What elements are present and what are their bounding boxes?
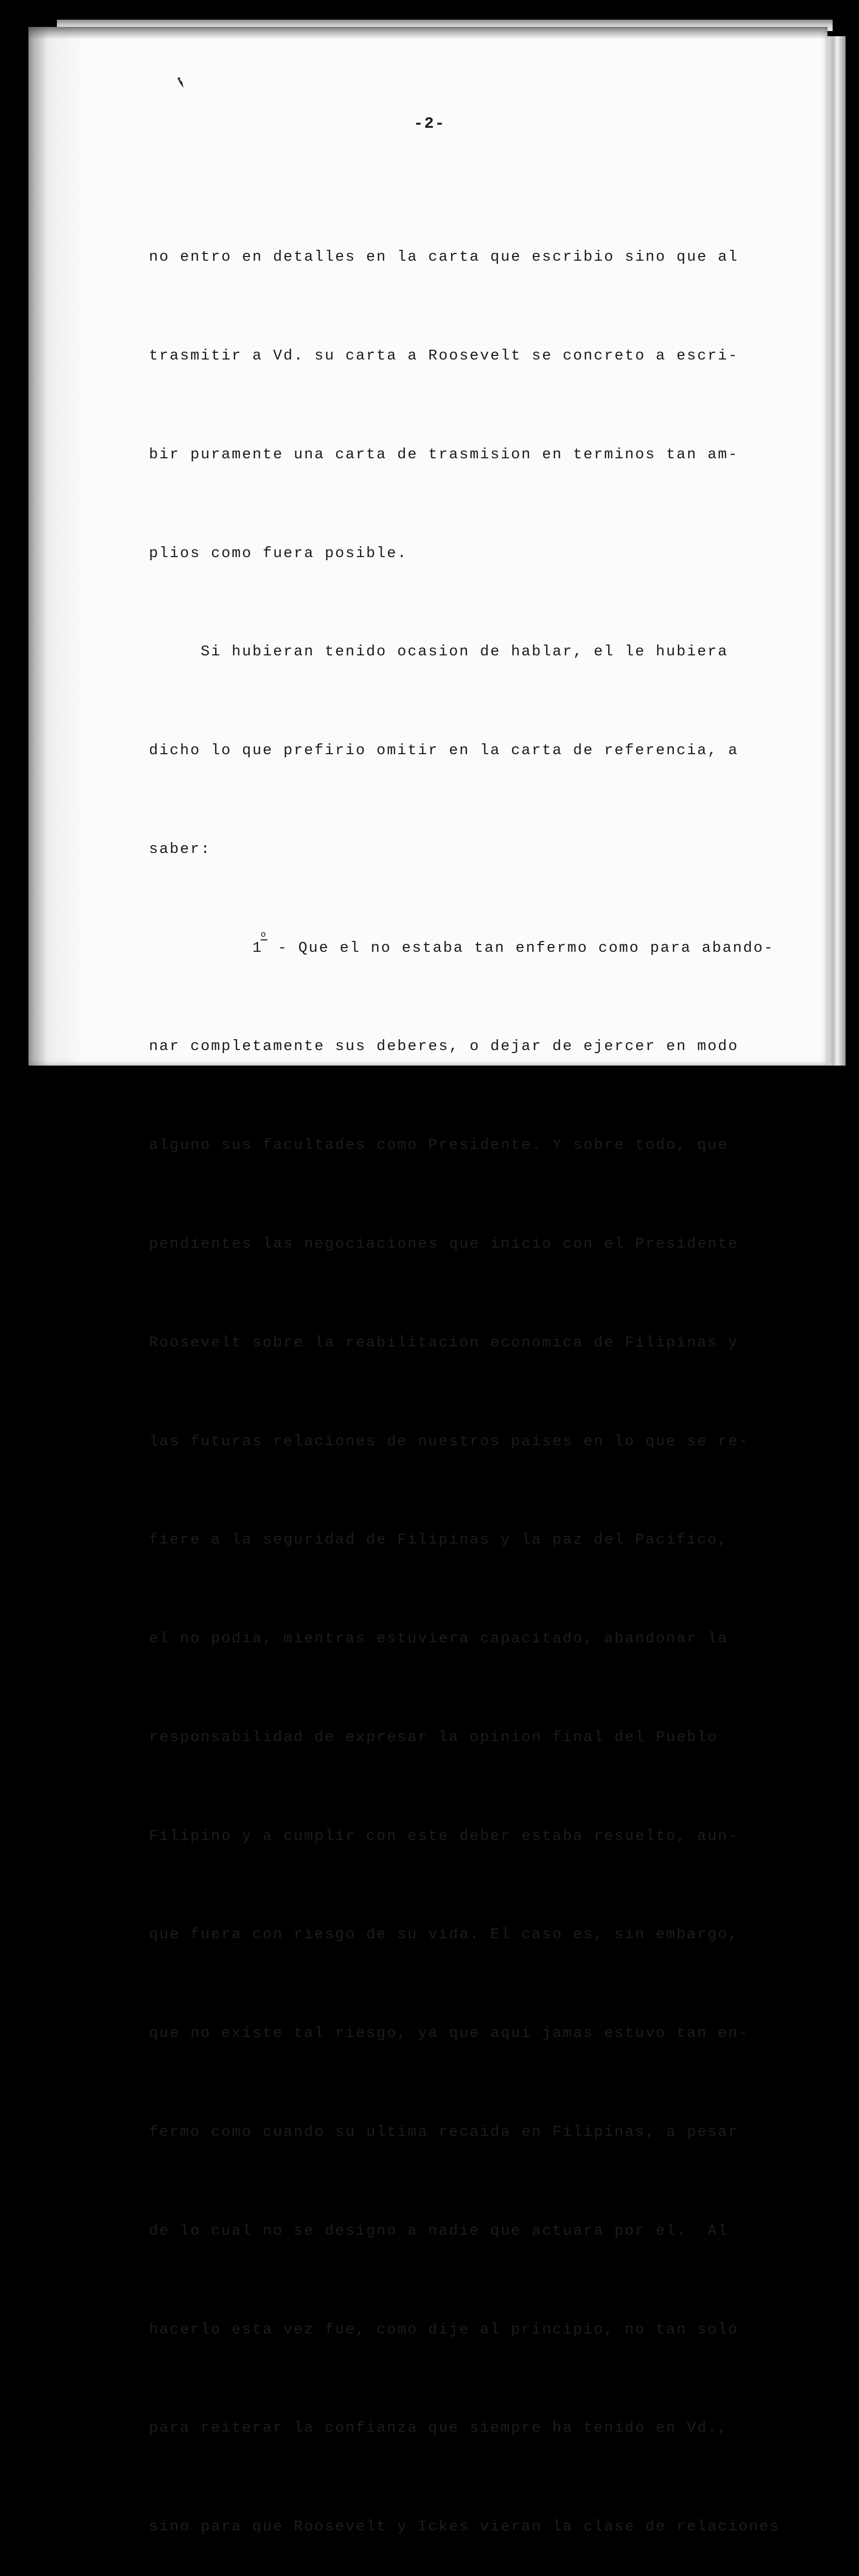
text-line: plios como fuera posible. bbox=[149, 544, 408, 562]
text-line: para reiterar la confianza que siempre ha tenido en Vd., bbox=[149, 2419, 729, 2437]
text-line: el no podia, mientras estuviera capacitado, abandonar la bbox=[149, 1630, 729, 1648]
page-left-shadow bbox=[28, 27, 85, 1066]
ink-smudge-mark bbox=[176, 77, 189, 90]
page-number: -2- bbox=[413, 115, 446, 133]
text-line: sino para que Roosevelt y Ickes vieran la clase de relaciones bbox=[149, 2518, 780, 2536]
text-line: trasmitir a Vd. su carta a Roosevelt se concreto a escri- bbox=[149, 347, 739, 364]
text-line: de lo cual no se designo a nadie que actuara por el. Al bbox=[149, 2222, 729, 2239]
text-line: Si hubieran tenido ocasion de hablar, el le hubiera bbox=[149, 643, 729, 661]
text-line: pendientes las negociaciones que inicio con el Presidente bbox=[149, 1235, 739, 1252]
text-line: responsabilidad de expresar la opinion final del Pueblo bbox=[149, 1728, 718, 1746]
text-line: hacerlo esta vez fue, como dije al principio, no tan solo bbox=[149, 2320, 739, 2338]
text-line: bir puramente una carta de trasmision en terminos tan am- bbox=[149, 445, 739, 463]
text-line: saber: bbox=[149, 840, 212, 858]
numbered-item-first-line bbox=[149, 930, 774, 965]
text-line: nar completamente sus deberes, o dejar de ejercer en modo bbox=[149, 1038, 739, 1055]
text-line: las futuras relaciones de nuestros paises en lo que se re- bbox=[149, 1432, 749, 1450]
page-top-shadow bbox=[28, 27, 827, 39]
item-first-line-text: - Que el no estaba tan enfermo como para abando- bbox=[267, 939, 774, 956]
text-line: no entro en detalles en la carta que escribio sino que al bbox=[149, 248, 739, 266]
under-sheet-right-edge bbox=[825, 36, 846, 1066]
text-line: dicho lo que prefirio omitir en la carta de referencia, a bbox=[149, 742, 739, 759]
text-line: Roosevelt sobre la reabilitacion economica de Filipinas y bbox=[149, 1334, 739, 1351]
text-line: Filipino y a cumplir con este deber estaba resuelto, aun- bbox=[149, 1827, 739, 1845]
text-line: alguno sus facultades como Presidente. Y sobre todo, que bbox=[149, 1136, 729, 1154]
text-line: que fuera con riesgo de su vida. El caso es, sin embargo, bbox=[149, 1926, 739, 1943]
text-line: que no existe tal riesgo, ya que aqui jamas estuvo tan en- bbox=[149, 2025, 749, 2042]
text-line: fiere a la seguridad de Filipinas y la paz del Pacifico, bbox=[149, 1531, 729, 1549]
item-marker-superscript: o bbox=[261, 930, 267, 940]
item-marker: 1 bbox=[252, 939, 263, 956]
text-line: fermo como cuando su ultima recaida en Filipinas, a pesar bbox=[149, 2123, 739, 2141]
letter-body bbox=[149, 175, 780, 2576]
